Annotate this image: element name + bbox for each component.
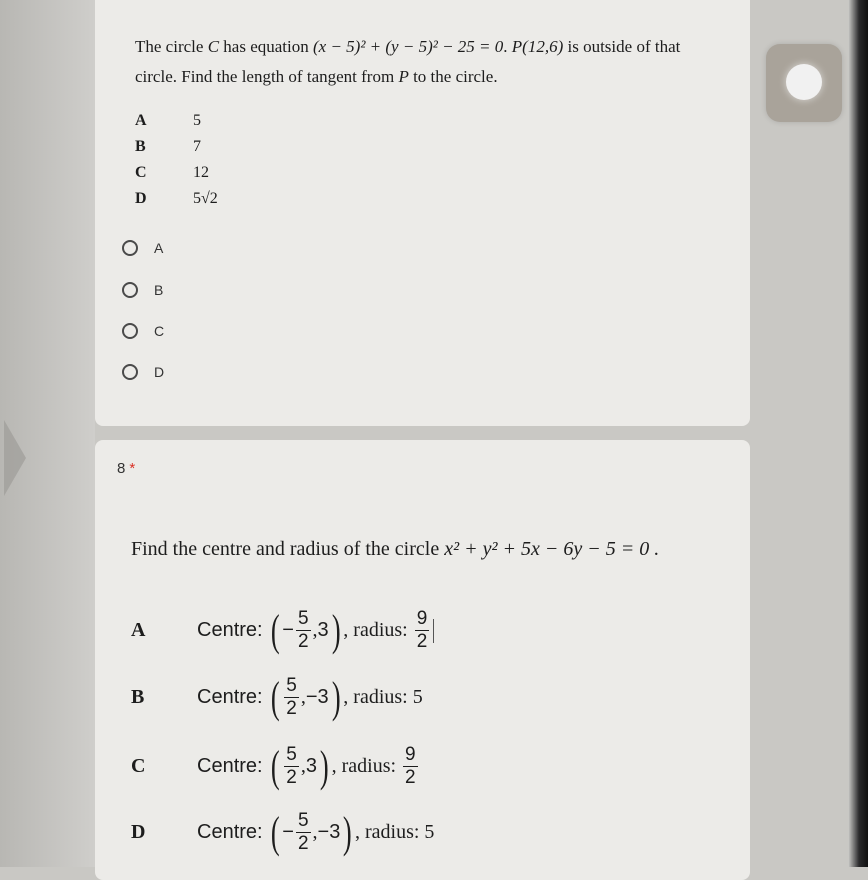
question-number: 8 * (117, 460, 136, 477)
circle-equation-2: x² + y² + 5x − 6y − 5 = 0 . (444, 538, 660, 560)
option-a-text: A 5 (135, 112, 201, 129)
radio-circle-icon[interactable] (122, 323, 138, 339)
option-b-text: B 7 (135, 138, 201, 155)
question-card-2 (95, 440, 750, 880)
required-star: * (129, 460, 136, 477)
circle-equation: (x − 5)² + (y − 5)² − 25 = 0 (312, 37, 504, 56)
option-a-centre-radius: A Centre: ( − $\frac{5}{2}$ , 3 ) , radius: $\frac{9}{2}$ (131, 608, 434, 653)
back-arrow-icon[interactable] (4, 420, 26, 496)
question-2-text: Find the centre and radius of the circle x² + y² + 5x − 6y − 5 = 0 . (131, 538, 660, 560)
radio-option-d[interactable]: D (122, 364, 164, 380)
text-cursor (433, 619, 434, 643)
question-1-text: The circle C has equation (x − 5)² + (y − 5)² − 25 = 0. P(12,6) is outside of that circle. Find the length of tangent from P to the circle. (135, 37, 681, 86)
question-card-1 (95, 0, 750, 426)
radio-option-a[interactable]: A (122, 240, 163, 256)
assistive-touch-icon (786, 64, 822, 100)
radio-circle-icon[interactable] (122, 240, 138, 256)
option-d-centre-radius: D Centre: ( − $\frac{5}{2}$ , −3 ) , radius: 5 (131, 807, 435, 857)
radio-option-c[interactable]: C (122, 323, 164, 339)
option-c-text: C 12 (135, 164, 209, 181)
option-b-centre-radius: B Centre: ( $\frac{5}{2}$ , −3 ) , radius: 5 (131, 672, 423, 722)
radio-circle-icon[interactable] (122, 282, 138, 298)
device-bezel (848, 0, 868, 867)
point-p: P(12,6) (511, 37, 564, 56)
floating-assistive-button[interactable] (766, 44, 842, 122)
radio-circle-icon[interactable] (122, 364, 138, 380)
option-c-centre-radius: C Centre: ( $\frac{5}{2}$ , 3 ) , radius: $\frac{9}{2}$ (131, 741, 416, 791)
radio-option-b[interactable]: B (122, 282, 163, 298)
option-d-text: D 5√2 (135, 190, 218, 207)
